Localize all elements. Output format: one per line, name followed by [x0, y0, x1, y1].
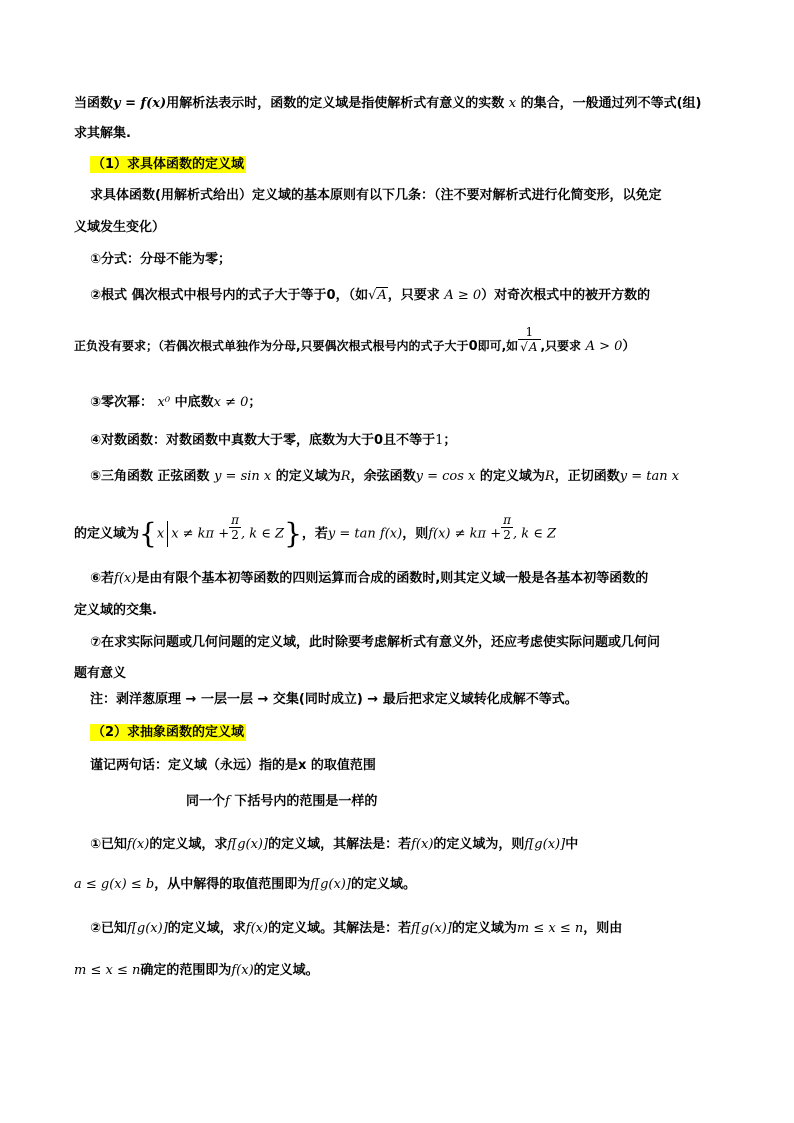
section2-heading-text: （2）求抽象函数的定义域	[92, 725, 245, 740]
rule-text: 的定义域为	[479, 469, 545, 484]
math-ineq: m ≤ x ≤ n	[74, 963, 141, 978]
rule-text: 的定义域，其解法是：若	[268, 837, 412, 852]
frac-den: 2	[231, 527, 239, 542]
rule-text: 谨记两句话：定义域（永远）指的是	[90, 758, 299, 773]
math-x: x	[508, 96, 517, 111]
rule-7-line-1: ⑦在求实际问题或几何问题的定义域，此时除要考虑解析式有意义外，还应考虑使实际问题或几何问	[90, 635, 661, 650]
method-1-line-2	[74, 876, 416, 894]
math-ineq: f(x) ≠ kπ +	[428, 526, 502, 542]
rule-5-line-1	[90, 468, 679, 486]
rule-1: ①分式：分母不能为零；	[90, 252, 232, 267]
math-cond: A ≥ 0	[444, 288, 482, 303]
math-fx: f(x)	[127, 837, 150, 852]
rule-text: 且不等于	[383, 433, 436, 448]
math-ineq: a ≤ g(x) ≤ b	[74, 877, 155, 892]
rule-text: ，则	[402, 526, 429, 542]
section2-p1	[90, 757, 376, 775]
right-brace: }	[284, 517, 302, 550]
rule-text: 的定义域为	[74, 526, 140, 542]
rule-text: ；	[443, 433, 457, 448]
intro-text: 当函数	[74, 96, 114, 111]
math-cos: y = cos x	[415, 469, 476, 484]
rule-text: ，（如	[335, 288, 369, 303]
math-eq: =	[120, 96, 141, 111]
method-2-line-2	[74, 962, 319, 980]
rule-text: 的定义域为	[451, 921, 517, 936]
math-f: f	[140, 96, 147, 111]
rule-text: ）	[622, 339, 636, 354]
rule-3	[90, 394, 261, 412]
rule-text: ；	[248, 395, 262, 410]
rule-text: 的定义域为，则	[433, 837, 525, 852]
rule-text: ⑤三角函数 正弦函数	[90, 469, 210, 484]
math-tanfx: y = tan f(x)	[327, 526, 403, 542]
sqrt-radicand: A	[377, 288, 387, 303]
num-zero: 0	[468, 339, 478, 354]
rule-text: 的定义域，求	[149, 837, 228, 852]
intro-text: 的集合，一般通过列不等式(组)	[516, 96, 702, 111]
rule-text: ，余弦函数	[350, 469, 416, 484]
math-R: R	[340, 469, 351, 484]
left-brace: {	[139, 517, 157, 550]
rule-text: 的定义域。	[253, 963, 319, 978]
set-bar	[167, 521, 168, 547]
intro-line-2: 求其解集.	[74, 126, 131, 141]
rule-text: 下括号内的范围是一样的	[229, 794, 378, 809]
rule-6-line-2: 定义域的交集.	[74, 603, 157, 618]
math-cond: x ≠ 0	[213, 395, 249, 410]
math-fx: f(x)	[411, 837, 434, 852]
section1-p1a: 求具体函数(用解析式给出）定义域的基本原则有以下几条：（注不要对解析式进行化简变形，以免定	[90, 188, 662, 203]
math-fgx: f[g(x)]	[310, 877, 351, 892]
math-y: y	[113, 96, 121, 111]
rule-text: ）对奇次根式中的被开方数的	[481, 288, 651, 303]
var-x: x	[298, 758, 307, 773]
math-fgx: f[g(x)]	[411, 921, 452, 936]
rule-2-line-2	[74, 325, 636, 356]
math-fx: f(x)	[231, 963, 254, 978]
rule-text: ②已知	[90, 921, 128, 936]
math-x-paren: (x)	[146, 96, 167, 111]
math-fx: f(x)	[245, 921, 269, 936]
section1-heading	[90, 156, 246, 174]
math-fgx: f[g(x)]	[127, 921, 168, 936]
rule-5-line-2	[74, 512, 557, 550]
rule-text: 的定义域。	[350, 877, 416, 892]
rule-text: ，若	[301, 526, 328, 542]
num-one: 1	[435, 433, 444, 448]
rule-text: ①已知	[90, 837, 128, 852]
math-ineq: x ≠ kπ +	[171, 526, 230, 542]
frac-num: 1	[518, 325, 540, 340]
math-fgx: f[g(x)]	[227, 837, 269, 852]
rule-text: 同一个	[186, 794, 226, 809]
math-kz: , k ∈ Z	[513, 526, 557, 542]
fraction-pi-over-2	[501, 513, 513, 542]
intro-text: 用解析法表示时，函数的定义域是指使解析式有意义的实数	[166, 96, 509, 111]
section2-heading	[90, 724, 246, 742]
note: 注：剥洋葱原理 → 一层一层 → 交集(同时成立) → 最后把求定义域转化成解不等式。	[90, 692, 578, 707]
rule-text: ⑥若	[90, 571, 115, 586]
frac-num: π	[503, 512, 511, 527]
math-x0: x⁰	[157, 395, 171, 410]
intro-line-1	[74, 95, 701, 113]
num-zero: 0	[326, 288, 336, 303]
num-zero: 0	[374, 433, 384, 448]
rule-2-line-1	[90, 287, 650, 305]
rule-text: ③零次幂：	[90, 395, 154, 410]
rule-text: 正负没有要求；（若偶次根式单独作为分母,只要偶次根式根号内的式子大于	[74, 339, 469, 353]
math-x: x	[156, 526, 165, 542]
math-sin: y = sin x	[214, 469, 272, 484]
rule-text: ，从中解得的取值范围即为	[154, 877, 311, 892]
rule-text: 的定义域，求	[167, 921, 246, 936]
rule-text: 中底数	[174, 395, 214, 410]
frac-num: π	[231, 512, 240, 527]
section1-p1b: 义域发生变化）	[74, 220, 166, 235]
math-ineq: m ≤ x ≤ n	[516, 921, 584, 936]
math-cond: A > 0	[585, 339, 623, 354]
rule-text: 中	[565, 837, 579, 852]
frac-den: A	[528, 340, 538, 354]
rule-text: 的定义域为	[275, 469, 341, 484]
rule-4	[90, 432, 456, 450]
rule-text: 即可,如	[477, 339, 519, 353]
rule-text: ，正切函数	[554, 469, 620, 484]
method-1-line-1	[90, 836, 578, 854]
rule-7-line-2: 题有意义	[74, 666, 127, 681]
fraction-pi-over-2	[229, 513, 241, 542]
fraction-1-over-sqrt-a: $\frac{1}{√A}$	[518, 325, 540, 354]
rule-text: 的定义域。其解法是：若	[268, 921, 412, 936]
rule-text: 确定的范围即为	[140, 963, 232, 978]
math-f: f	[225, 794, 230, 809]
math-kz: , k ∈ Z	[241, 526, 285, 542]
math-tan: y = tan x	[619, 469, 680, 484]
method-2-line-1	[90, 920, 622, 938]
rule-text: ，只要求	[387, 288, 440, 303]
section1-heading-text: （1）求具体函数的定义域	[92, 157, 245, 172]
rule-6-line-1	[90, 570, 648, 588]
section2-p2	[186, 793, 377, 811]
math-fx: f(x)	[114, 571, 137, 586]
math-R: R	[544, 469, 555, 484]
rule-text: 是由有限个基本初等函数的四则运算而合成的函数时,则其定义域一般是各基本初等函数的	[136, 571, 649, 586]
sqrt-a: √A	[368, 288, 387, 303]
rule-text: ,只要求	[540, 339, 582, 353]
rule-text: ②根式 偶次根式中根号内的式子大于等于	[90, 288, 327, 303]
rule-text: 的取值范围	[306, 758, 376, 773]
math-fgx: f[g(x)]	[524, 837, 566, 852]
rule-text: ，则由	[583, 921, 623, 936]
rule-text: ④对数函数：对数函数中真数大于零，底数为大于	[90, 433, 375, 448]
frac-den: 2	[503, 527, 511, 542]
